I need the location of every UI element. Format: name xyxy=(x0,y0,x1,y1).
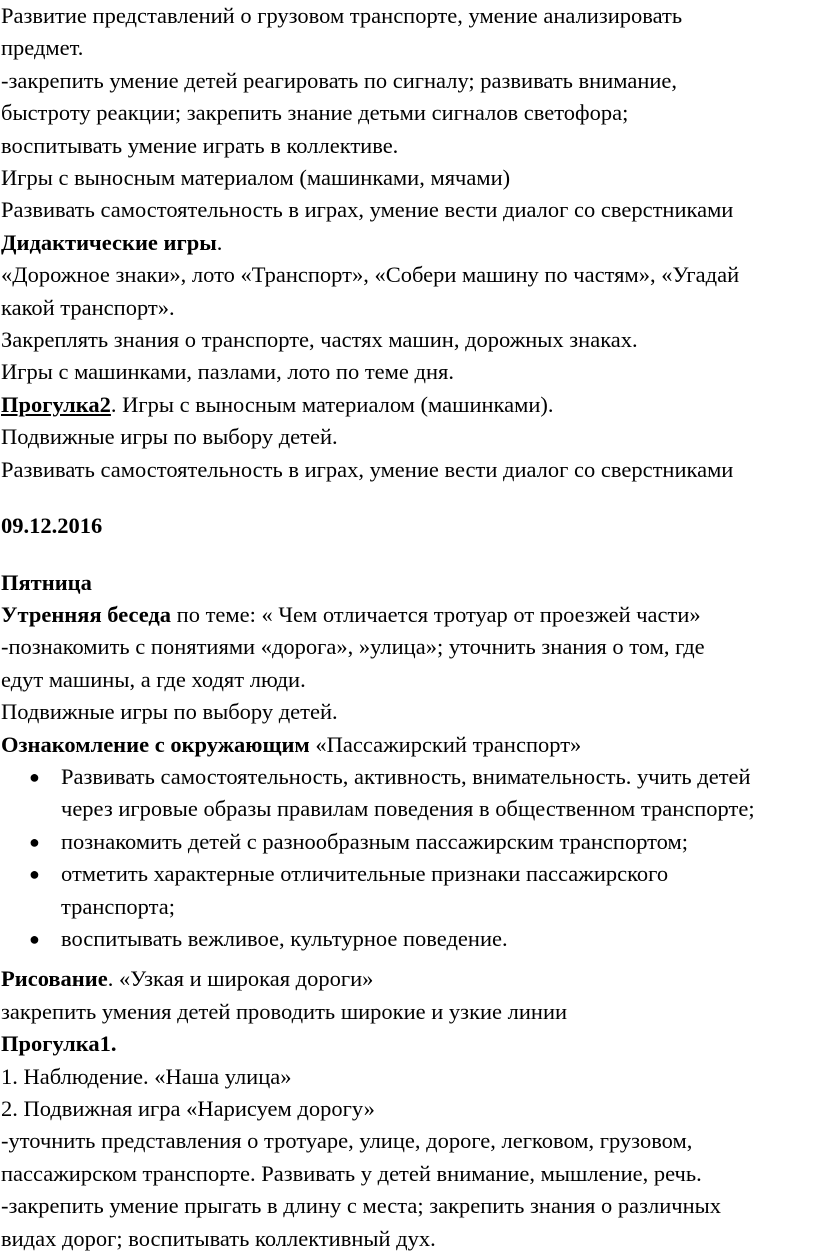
list-item xyxy=(0,858,816,923)
text-line: 2. Подвижная игра «Нарисуем дорогу» xyxy=(1,1096,375,1121)
text-line: Развивать самостоятельность в играх, умение вести диалог со сверстниками xyxy=(1,197,734,223)
text-line: видах дорог; воспитывать коллективный дух. xyxy=(1,1225,436,1251)
list-item-line: транспорта; xyxy=(61,893,175,919)
morning-talk-heading-line xyxy=(0,599,816,631)
list-item-line: Развивать самостоятельность, активность, внимательность. учить детей xyxy=(61,763,751,789)
text-line: -закрепить умение детей реагировать по сигналу; развивать внимание, xyxy=(1,67,678,93)
text-line: Подвижные игры по выбору детей. xyxy=(1,699,338,725)
bullet-list xyxy=(0,761,816,955)
heading-tail: . Игры с выносным материалом (машинками). xyxy=(110,391,554,417)
list-item-line: познакомить детей с разнообразным пассажирским транспортом; xyxy=(61,828,688,854)
text-line: Развивать самостоятельность в играх, умение вести диалог со сверстниками xyxy=(1,456,734,482)
text-line: -закрепить умение прыгать в длину с места; закрепить знания о различных xyxy=(1,1193,722,1219)
text-line: Игры с выносным материалом (машинками, мячами) xyxy=(1,165,511,191)
text-line: -уточнить представления о тротуаре, улице, дороге, легковом, грузовом, xyxy=(1,1128,693,1154)
bullet-icon: ● xyxy=(29,766,40,787)
text-line: -познакомить с понятиями «дорога», »улица»; уточнить знания о том, где xyxy=(1,634,705,660)
text-line: 1. Наблюдение. «Наша улица» xyxy=(1,1063,292,1089)
list-item xyxy=(0,923,816,955)
section-heading: Утренняя беседа xyxy=(1,601,172,627)
bullet-icon: ● xyxy=(29,831,40,852)
section-heading: Ознакомление с окружающим xyxy=(1,731,310,757)
list-item-line: через игровые образы правилам поведения в общественном транспорте; xyxy=(61,796,755,822)
drawing-heading-line xyxy=(0,963,816,995)
heading-tail: по теме: « Чем отличается тротуар от проезжей части» xyxy=(171,601,701,627)
text-line: Подвижные игры по выбору детей. xyxy=(1,424,338,450)
text-line: воспитывать умение играть в коллективе. xyxy=(1,132,399,158)
walk2-heading-line xyxy=(0,389,816,421)
familiarization-heading-line xyxy=(0,729,816,761)
heading-tail: «Пассажирский транспорт» xyxy=(309,731,582,757)
spacer xyxy=(0,955,816,963)
heading-tail: . xyxy=(216,229,223,255)
text-line: «Дорожное знаки», лото «Транспорт», «Собери машину по частям», «Угадай xyxy=(1,262,740,288)
bullet-icon: ● xyxy=(29,928,40,949)
text-line: Игры с машинками, пазлами, лото по теме дня. xyxy=(1,359,454,385)
text-line: пассажирском транспорте. Развивать у детей внимание, мышление, речь. xyxy=(1,1160,702,1186)
list-item-line: воспитывать вежливое, культурное поведение. xyxy=(61,925,508,951)
section-heading: Рисование xyxy=(1,966,108,992)
text-line: едут машины, а где ходят люди. xyxy=(1,666,306,692)
text-line: быстроту реакции; закрепить знание детьми сигналов светофора; xyxy=(1,100,629,126)
list-item xyxy=(0,826,816,858)
section-heading: Дидактические игры xyxy=(1,229,217,255)
text-line: Закреплять знания о транспорте, частях машин, дорожных знаках. xyxy=(1,327,638,353)
didactic-games-heading-line xyxy=(0,227,816,259)
walk1-heading: Прогулка1. xyxy=(1,1031,117,1057)
list-item-line: отметить характерные отличительные признаки пассажирского xyxy=(61,861,669,887)
text-line: какой транспорт». xyxy=(1,294,175,320)
bullet-icon: ● xyxy=(29,864,40,885)
date-heading: 09.12.2016 xyxy=(1,513,103,539)
spacer xyxy=(0,543,816,567)
text-line: Развитие представлений о грузовом транспорте, умение анализировать xyxy=(1,3,683,28)
heading-tail: . «Узкая и широкая дороги» xyxy=(107,966,374,992)
spacer xyxy=(0,486,816,510)
text-line: предмет. xyxy=(1,35,84,61)
text-line: закрепить умения детей проводить широкие и узкие линии xyxy=(1,998,568,1024)
list-item xyxy=(0,761,816,826)
section-heading: Прогулка2 xyxy=(1,391,111,417)
weekday-heading: Пятница xyxy=(1,569,92,595)
